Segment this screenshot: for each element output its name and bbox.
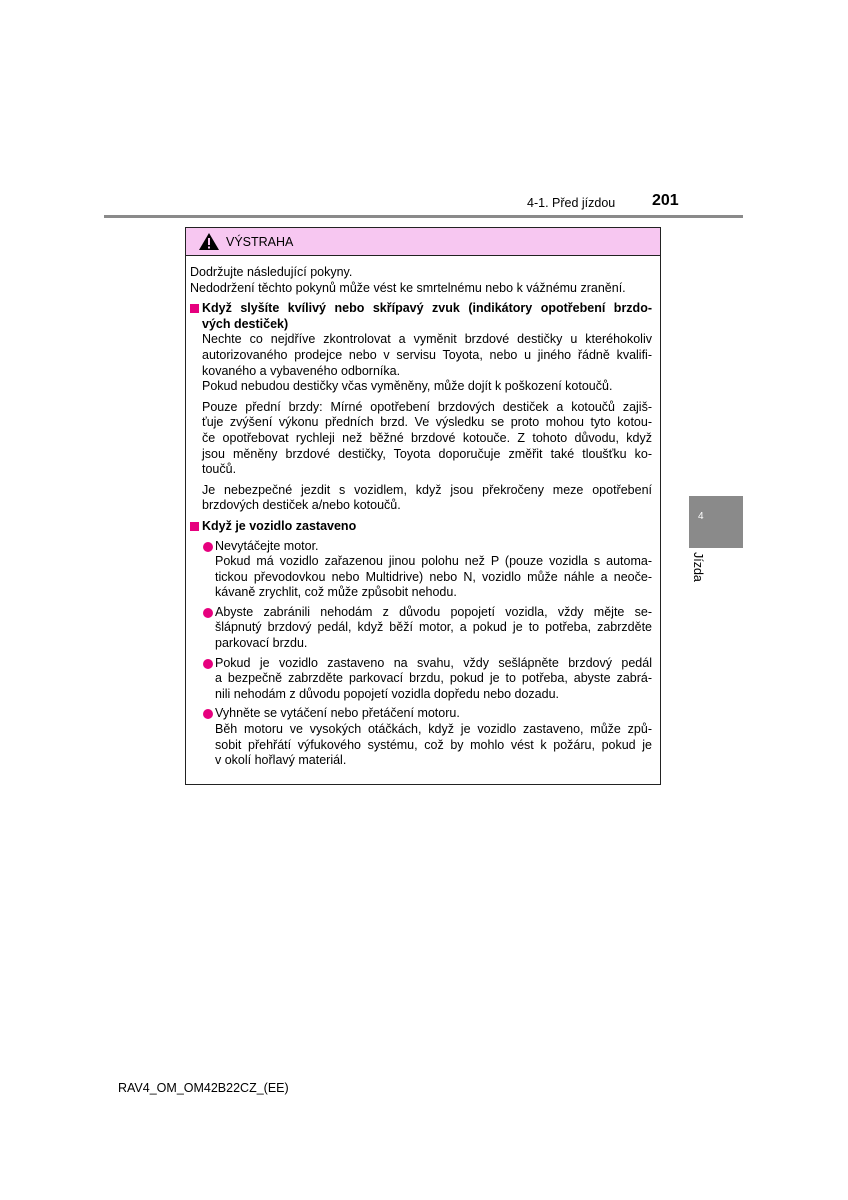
magenta-square-bullet-icon <box>190 522 199 531</box>
chapter-label: Jízda <box>691 552 705 582</box>
text-line: toučů. <box>202 462 237 477</box>
text-line: tickou převodovkou nebo Multidrive) nebo N, vozidlo může náhle a neoče- <box>215 569 652 584</box>
text-line: brzdových destiček a/nebo kotoučů. <box>202 498 401 513</box>
text-line: parkovací brzdu. <box>215 636 308 651</box>
text-line: Běh motoru ve vysokých otáčkách, když je vozidlo zastaveno, může způ- <box>215 722 652 737</box>
warning-triangle-icon <box>198 232 220 251</box>
text-line: Nechte co nejdříve zkontrolovat a vyměnit brzdové destičky u kteréhokoliv <box>202 332 652 347</box>
warning-title-bar <box>186 228 660 256</box>
warning-box <box>185 227 661 785</box>
section-heading <box>202 301 652 332</box>
text-line: Pokud nebudou destičky včas vyměněny, může dojít k poškození kotoučů. <box>202 379 613 394</box>
text-line: Pouze přední brzdy: Mírné opotřebení brzdových destiček a kotoučů zajiš- <box>202 399 652 414</box>
magenta-square-bullet-icon <box>190 304 199 313</box>
text-line: sobit přehřátí výfukového systému, což by mohlo vést k požáru, pokud je <box>215 737 652 752</box>
section-heading: Když je vozidlo zastaveno <box>202 518 357 533</box>
page-number: 201 <box>652 192 679 209</box>
text-line: jsou měněny brzdové destičky, Toyota doporučuje změřit také tloušťku ko- <box>202 446 652 461</box>
heading-line: vých destiček) <box>202 316 289 331</box>
paragraph <box>190 483 652 514</box>
text-line: Nevytáčejte motor. <box>215 538 319 553</box>
text-line: kávaně zrychlit, což může způsobit nehodu. <box>215 585 457 600</box>
paragraph <box>190 400 652 478</box>
text-line: šlápnutý brzdový pedál, když běží motor, a pokud je to potřeba, zabrzděte <box>215 620 652 635</box>
text-line: Abyste zabránili nehodám z důvodu popojetí vozidla, vždy mějte se- <box>215 604 652 619</box>
intro-line: Nedodržení těchto pokynů může vést ke smrtelnému nebo k vážnému zranění. <box>190 280 626 295</box>
chapter-tab <box>689 496 743 548</box>
text-line: Pokud je vozidlo zastaveno na svahu, vždy sešlápněte brzdový pedál <box>215 655 652 670</box>
text-line: nili nehodám z důvodu popojetí vozidla dopředu nebo dozadu. <box>215 686 560 701</box>
list-item <box>190 656 652 703</box>
text-line: Pokud má vozidlo zařazenou jinou polohu než P (pouze vozidla s automa- <box>215 554 652 569</box>
list-item <box>190 539 652 601</box>
text-line: ťuje zvýšení výkonu předních brzd. Ve výsledku se proto mohou tyto kotou- <box>202 415 652 430</box>
list-item <box>190 706 652 768</box>
paragraph <box>190 332 652 394</box>
magenta-circle-bullet-icon <box>203 542 213 552</box>
document-code: RAV4_OM_OM42B22CZ_(EE) <box>118 1081 289 1095</box>
heading-line: Když slyšíte kvílivý nebo skřípavý zvuk (indikátory opotřebení brzdo- <box>202 301 652 316</box>
text-line: če opotřebovat rychleji než běžné brzdové kotouče. Z tohoto důvodu, když <box>202 430 652 445</box>
warning-body <box>186 256 660 769</box>
warning-title: VÝSTRAHA <box>226 234 294 249</box>
section-heading-row <box>190 301 652 332</box>
text-line: autorizovaného prodejce nebo v servisu Toyota, nebo u jiného řádně kvalifi- <box>202 347 652 362</box>
section-title: 4-1. Před jízdou <box>527 196 616 210</box>
intro-line: Dodržujte následující pokyny. <box>190 265 353 279</box>
magenta-circle-bullet-icon <box>203 608 213 618</box>
header-divider <box>104 215 743 218</box>
text-line: kovaného a vybaveného odborníka. <box>202 363 401 378</box>
chapter-number: 4 <box>698 511 704 522</box>
section-heading-row <box>190 519 652 535</box>
magenta-circle-bullet-icon <box>203 659 213 669</box>
magenta-circle-bullet-icon <box>203 709 213 719</box>
text-line: v okolí hořlavý materiál. <box>215 753 347 768</box>
text-line: a bezpečně zabrzděte parkovací brzdu, pokud je to potřeba, abyste zabrá- <box>215 671 652 686</box>
text-line: Vyhněte se vytáčení nebo přetáčení motoru. <box>215 706 460 721</box>
list-item <box>190 605 652 652</box>
text-line: Je nebezpečné jezdit s vozidlem, když jsou překročeny meze opotřebení <box>202 482 652 497</box>
